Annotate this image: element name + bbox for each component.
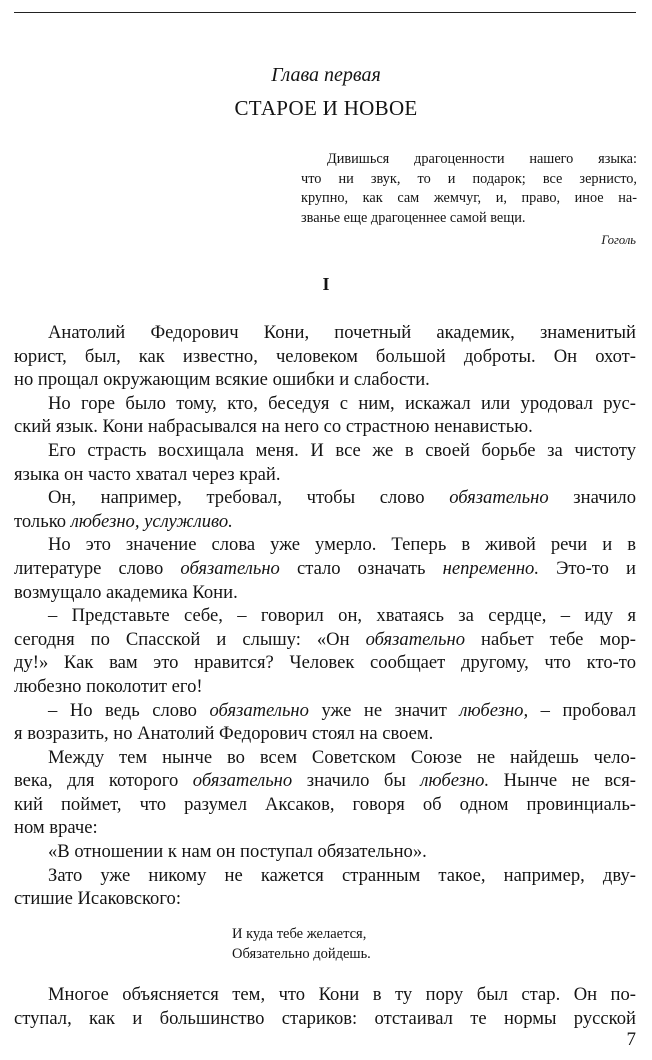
text-fragment: возмущало академика Кони. xyxy=(14,581,238,603)
text-fragment: «В отношении к нам он поступал обязательно». xyxy=(48,841,427,863)
text-fragment: только xyxy=(14,510,71,532)
text-fragment: литературе слово xyxy=(14,557,181,579)
text-fragment: любезно поколотит его! xyxy=(14,675,203,697)
text-line xyxy=(14,864,636,888)
text-fragment: я возразить, но Анатолий Федорович стоял на своем. xyxy=(14,723,434,745)
text-line xyxy=(14,769,636,793)
verse-line: И куда тебе желается, xyxy=(232,926,367,942)
text-line xyxy=(14,510,636,534)
epigraph xyxy=(301,150,637,228)
text-line xyxy=(14,675,636,699)
text-line xyxy=(14,628,636,652)
text-line xyxy=(14,392,636,416)
text-fragment: языка он часто хватал через край. xyxy=(14,463,281,485)
emphasized-word: обязательно xyxy=(180,557,280,579)
verse-line: Обязательно дойдешь. xyxy=(232,945,371,962)
text-fragment: Анатолий Федорович Кони, почетный академик, знаменитый xyxy=(48,322,636,343)
text-fragment: Его страсть восхищала меня. И все же в своей борьбе за чистоту xyxy=(48,439,636,461)
text-line xyxy=(14,651,636,675)
text-line xyxy=(14,415,636,439)
verse xyxy=(232,925,371,964)
text-line xyxy=(14,581,636,605)
text-fragment: набьет тебе мор- xyxy=(465,628,636,650)
text-fragment: Зато уже никому не кажется странным такое, например, дву- xyxy=(48,864,636,886)
text-fragment: ном враче: xyxy=(14,817,98,839)
emphasized-word: любезно, xyxy=(459,699,529,721)
epigraph-line: что ни звук, то и подарок; все зернисто, xyxy=(301,170,637,187)
text-fragment: сегодня по Спасской и слышу: «Он xyxy=(14,628,366,650)
text-line xyxy=(14,557,636,581)
emphasized-word: обязательно xyxy=(192,770,293,792)
emphasized-word: непременно. xyxy=(442,557,539,579)
epigraph-line: Дивишься драгоценности нашего языка: xyxy=(327,151,637,167)
emphasized-word: любезно, услужливо. xyxy=(70,510,233,532)
text-fragment: – пробовал xyxy=(528,699,637,721)
text-fragment: Между тем нынче во всем Советском Союзе не найдешь чело- xyxy=(48,746,636,768)
emphasized-word: обязательно xyxy=(449,487,549,509)
emphasized-word: обязательно xyxy=(209,699,309,721)
page-number: 7 xyxy=(626,1029,636,1050)
text-line xyxy=(14,321,636,345)
text-fragment: стишие Исаковского: xyxy=(14,888,181,910)
text-fragment: значило xyxy=(548,487,636,509)
chapter-title: СТАРОЕ И НОВОЕ xyxy=(234,96,418,120)
text-line xyxy=(14,816,636,840)
text-fragment: Это-то и xyxy=(539,557,636,579)
tail-text xyxy=(14,983,636,1030)
text-fragment: – Но ведь слово xyxy=(48,699,210,721)
text-line xyxy=(14,887,636,911)
text-fragment: Но горе было тому, кто, беседуя с ним, искажал или уродовал рус- xyxy=(48,392,636,414)
text-fragment: Но это значение слова уже умерло. Теперь в живой речи и в xyxy=(48,534,636,556)
chapter-label: Глава первая xyxy=(271,64,381,86)
body-text xyxy=(14,321,636,911)
text-fragment: уже не значит xyxy=(308,699,460,721)
epigraph-author: Гоголь xyxy=(601,233,636,247)
section-number: I xyxy=(322,274,330,294)
text-fragment: – Представьте себе, – говорил он, хватаясь за сердце, – иду я xyxy=(48,605,636,627)
text-fragment: значило бы xyxy=(292,770,421,792)
epigraph-line: крупно, как сам жемчуг, и, право, иное на- xyxy=(301,190,637,206)
text-line xyxy=(14,840,636,864)
text-line xyxy=(14,486,636,510)
text-fragment: века, для которого xyxy=(14,770,193,792)
text-fragment: но прощал окружающим всякие ошибки и слабости. xyxy=(14,369,430,391)
text-fragment: кий поймет, что разумел Аксаков, говоря об одном провинциаль- xyxy=(14,793,636,815)
text-line xyxy=(14,699,636,723)
text-line xyxy=(14,746,636,770)
text-fragment: ду!» Как вам это нравится? Человек сообщает другому, что кто-то xyxy=(14,652,636,674)
text-line xyxy=(14,345,636,369)
text-fragment: юрист, был, как известно, человеком большой доброты. Он охот- xyxy=(14,345,636,367)
text-line xyxy=(14,368,636,392)
text-line: ступал, как и большинство стариков: отстаивал те нормы русской xyxy=(14,1007,636,1029)
text-fragment: Нынче не вся- xyxy=(489,770,636,792)
text-fragment: Он, например, требовал, чтобы слово xyxy=(48,487,450,509)
text-fragment: ский язык. Кони набрасывался на него со страстною ненавистью. xyxy=(14,416,533,438)
emphasized-word: обязательно xyxy=(365,628,466,650)
epigraph-line: званье еще драгоценнее самой вещи. xyxy=(301,209,526,226)
emphasized-word: любезно. xyxy=(420,770,490,792)
text-line xyxy=(14,439,636,463)
text-fragment: стало означать xyxy=(279,557,443,579)
top-rule xyxy=(14,12,636,13)
text-line xyxy=(14,463,636,487)
text-line xyxy=(14,533,636,557)
text-line xyxy=(14,722,636,746)
text-line xyxy=(14,604,636,628)
text-line: Многое объясняется тем, что Кони в ту пору был стар. Он по- xyxy=(48,984,636,1005)
text-line xyxy=(14,793,636,817)
